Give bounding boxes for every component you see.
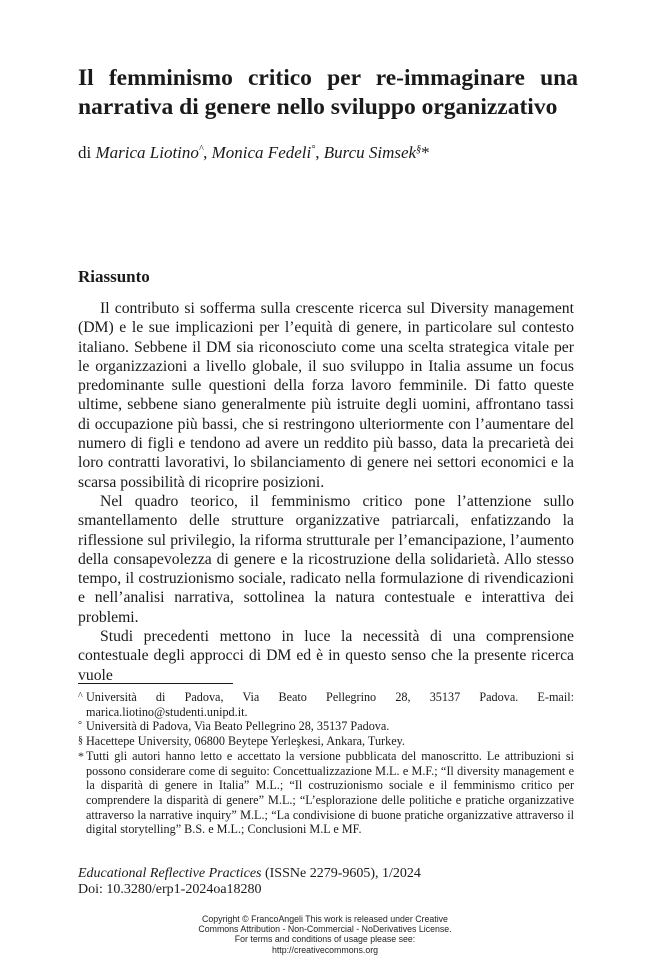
footnotes <box>78 690 574 837</box>
author-name: Burcu Simsek <box>323 143 417 162</box>
author-name: Monica Fedeli <box>211 143 312 162</box>
author-name: Marica Liotino <box>95 143 199 162</box>
article-title: Il femminismo critico per re-immaginare una narrativa di genere nello sviluppo organizzativo <box>78 65 578 120</box>
journal-line <box>78 866 574 882</box>
footnote <box>78 734 574 749</box>
author-prefix: di <box>78 143 92 162</box>
footnote-mark: § <box>78 735 83 747</box>
journal-issn-issue: (ISSNe 2279-9605), 1/2024 <box>261 866 421 881</box>
author-separator: , <box>315 143 320 162</box>
abstract-body <box>78 299 574 685</box>
copyright-line: Commons Attribution - Non-Commercial - NoDerivatives License. <box>198 924 452 935</box>
footnote <box>78 749 574 837</box>
copyright-link[interactable]: http://creativecommons.org <box>271 944 379 955</box>
copyright-line: Copyright © FrancoAngeli This work is released under Creative <box>202 914 448 924</box>
abstract-paragraph: Studi precedenti mettono in luce la necessità di una comprensione contestuale degli approcci di DM ed è in questo senso che la presente ricerca vuole <box>78 628 574 684</box>
author-separator: , <box>203 143 208 162</box>
journal-doi: Doi: 10.3280/erp1-2024oa18280 <box>78 882 262 897</box>
copyright-line: For terms and conditions of usage please see: <box>234 934 416 945</box>
abstract-paragraph: Il contributo si sofferma sulla crescente ricerca sul Diversity management (DM) e le sue implicazioni per l’equità di genere, in particolare sul contesto italiano. Sebbene il DM sia riconosciuto come una scelta strategica vitale per le organizzazioni a livello globale, il suo sviluppo in Italia assume un focus predominante sulle questioni della forza lavoro femminile. Di fatto queste ultime, sebbene siano generalmente più istruite degli uomini, affrontano tassi di occupazione più bassi, che si restringono ulteriormente con l’aumentare del numero di figli e tendono ad avere un reddito più basso, data la precarietà dei loro contratti lavorativi, lo sbilanciamento di genere nei settori economici e la scarsa possibilità di ricoprire posizioni. <box>78 300 574 491</box>
footnote-text: Università di Padova, Via Beato Pellegrino 28, 35137 Padova. E-mail: marica.liotino@studenti.unipd.it. <box>86 690 574 719</box>
journal-name: Educational Reflective Practices <box>78 866 262 881</box>
section-heading: Riassunto <box>78 267 150 286</box>
footnote <box>78 719 574 734</box>
footnote <box>78 690 574 719</box>
author-note-mark: * <box>421 143 430 162</box>
journal-citation <box>78 866 574 898</box>
footnote-text: Università di Padova, Via Beato Pellegrino 28, 35137 Padova. <box>86 719 390 734</box>
abstract-paragraph: Nel quadro teorico, il femminismo critico pone l’attenzione sullo smantellamento delle strutture organizzative patriarcali, enfatizzando la riflessione sul privilegio, la riforma strutturale per l’emancipazione, l’aumento della consapevolezza di genere e la ricostruzione della solidarietà. Allo stesso tempo, il costruzionismo sociale, radicato nella formulazione di rivendicazioni e nell’analisi narrativa, sottolinea la natura contestuale e interattiva dei problemi. <box>78 492 574 626</box>
footnote-mark: * <box>78 748 84 763</box>
footnote-divider <box>78 683 233 684</box>
author-affiliation-mark: ° <box>311 144 316 155</box>
footnote-text: Hacettepe University, 06800 Beytepe Yerleşkesi, Ankara, Turkey. <box>86 734 405 749</box>
author-affiliation-mark: ^ <box>198 144 204 155</box>
footnote-mark: ° <box>78 720 82 732</box>
copyright-notice <box>0 914 650 955</box>
author-affiliation-mark: § <box>416 144 422 155</box>
footnote-mark: ^ <box>78 691 83 702</box>
author-line <box>78 142 598 164</box>
footnote-text: Tutti gli autori hanno letto e accettato la versione pubblicata del manoscritto. Le attribuzioni si possono considerare come di seguito: Concettualizzazione M.L. e M.F.; “Il diversity management e la disparità di genere in Italia” M.L.; “Il costruzionismo sociale e il femminismo critico per comprendere la disparità di genere” M.L.; “L’esplorazione delle politiche e pratiche organizzative attraverso la narrative inquiry” M.L.; “La condivisione di buone pratiche organizzative attraverso il digital storytelling” B.S. e M.L.; Conclusioni M.L e MF. <box>86 748 574 837</box>
